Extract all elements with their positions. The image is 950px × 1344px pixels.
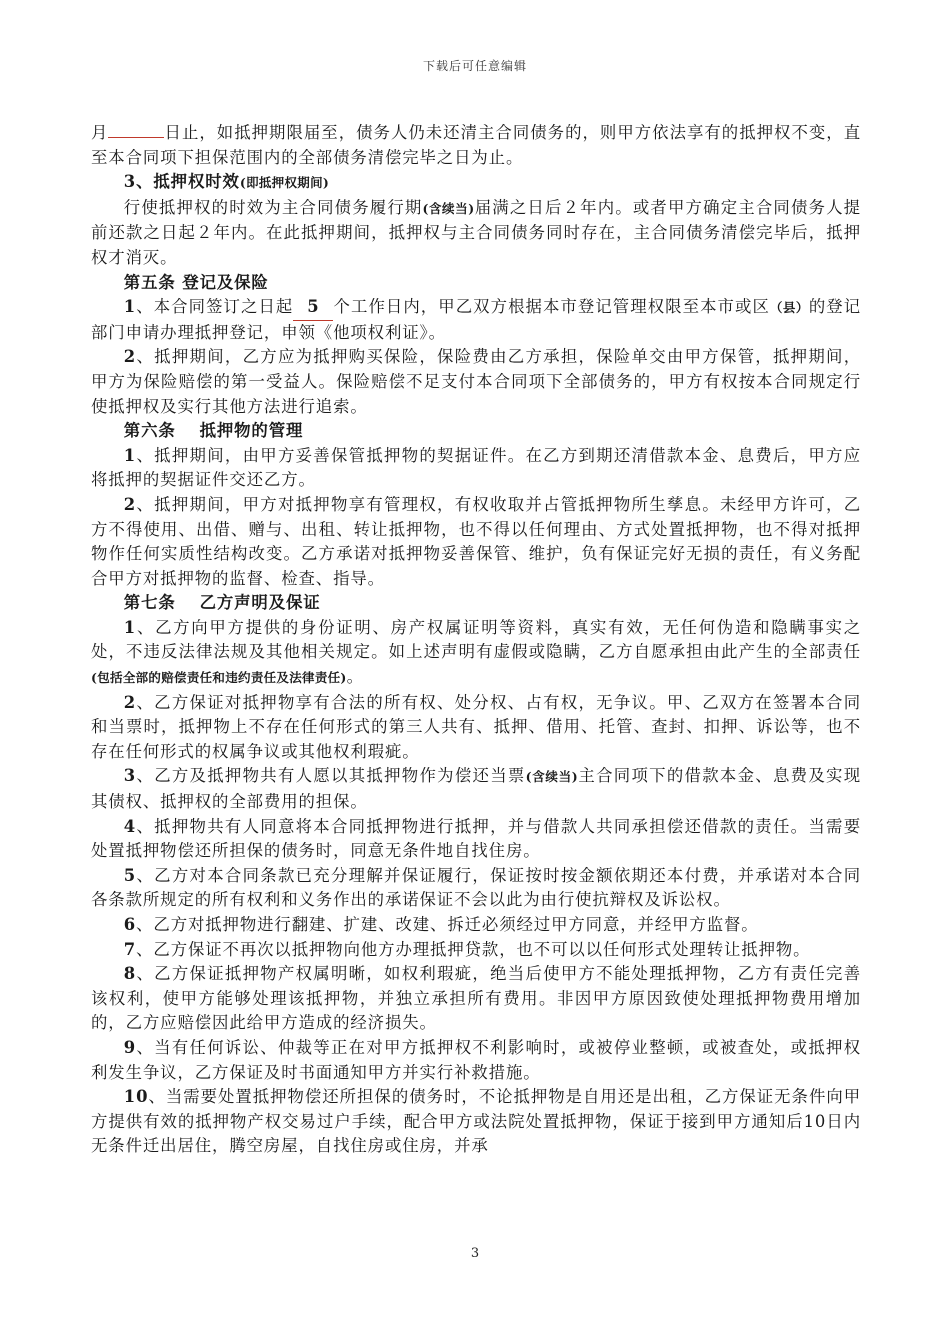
article-7-clause-5: 5、乙方对本合同条款已充分理解并保证履行，保证按时按金额依期还本付费，并承诺对本合同各条款所规定的所有权利和义务作出的承诺保证不会以此为由行使抗辩权及诉讼权。 [91, 865, 861, 910]
paragraph-mortgage-term-end: 月 日止，如抵押期限届至，债务人仍未还清主合同债务的，则甲方依法享有的抵押权不变，直至本合同项下担保范围内的全部债务清偿完毕之日为止。 [91, 123, 861, 167]
article-7-clause-7: 7、乙方保证不再次以抵押物向他方办理抵押贷款，也不可以以任何形式处理转让抵押物。 [123, 939, 811, 959]
article-5-title: 第五条 登记及保险 [123, 272, 269, 292]
article-6-clause-2: 2、抵押期间，甲方对抵押物享有管理权，有权收取并占管抵押物所生孳息。未经甲方许可，乙方不得使用、出借、赠与、出租、转让抵押物，也不得以任何理由、方式处置抵押物，也不得对抵押物作任何实质性结构改变。乙方承诺对抵押物妥善保管、维护，负有保证完好无损的责任，有义务配合甲方对抵押物的监督、检查、指导。 [91, 494, 861, 588]
article-5-clause-1: 1、本合同签订之日起 5 个工作日内，甲乙双方根据本市登记管理权限至本市或区（县）的登记部门申请办理抵押登记，申领《他项权利证》。 [91, 297, 862, 342]
article-7-clause-10: 10、当需要处置抵押物偿还所担保的债务时，不论抵押物是自用还是出租，乙方保证无条件向甲方提供有效的抵押物产权交易过户手续，配合甲方或法院处置抵押物，保证于接到甲方通知后10日内无条件迁出居住，腾空房屋，自找住房或住房，并承 [91, 1087, 861, 1156]
article-7-title: 第七条 乙方声明及保证 [123, 593, 321, 613]
page-number: 3 [470, 1246, 480, 1261]
document-body [91, 121, 861, 1159]
article-6-clause-1: 1、抵押期间，由甲方妥善保管抵押物的契据证件。在乙方到期还清借款本金、息费后，甲方应将抵押的契据证件交还乙方。 [91, 445, 861, 490]
page-header: 下载后可任意编辑 [422, 59, 527, 73]
blank-day-field [108, 121, 164, 138]
registration-days-value: 5 [293, 295, 333, 321]
heading-mortgage-limitation: 3、抵押权时效(即抵押权期间) [123, 172, 330, 192]
article-6-title: 第六条 抵押物的管理 [123, 421, 304, 441]
article-5-clause-2: 2、抵押期间，乙方应为抵押购买保险，保险费由乙方承担，保险单交由甲方保管，抵押期间，甲方为保险赔偿的第一受益人。保险赔偿不足支付本合同项下全部债务的，甲方有权按本合同规定行使抵押权及实行其他方法进行追索。 [91, 347, 861, 416]
article-7-clause-6: 6、乙方对抵押物进行翻建、扩建、改建、拆迁必须经过甲方同意，并经甲方监督。 [123, 915, 759, 934]
paragraph-limitation-period: 行使抵押权的时效为主合同债务履行期(含续当)届满之日后２年内。或者甲方确定主合同债务人提前还款之日起２年内。在此抵押期间，抵押权与主合同债务同时存在，主合同债务清偿完毕后，抵押权才消灭。 [91, 197, 861, 267]
article-7-clause-8: 8、乙方保证抵押物产权属明晰，如权利瑕疵，绝当后使甲方不能处理抵押物，乙方有责任完善该权利，使甲方能够处理该抵押物，并独立承担所有费用。非因甲方原因致使处理抵押物费用增加的，乙方应赔偿因此给甲方造成的经济损失。 [91, 964, 861, 1033]
article-7-clause-4: 4、抵押物共有人同意将本合同抵押物进行抵押，并与借款人共同承担偿还借款的责任。当需要处置抵押物偿还所担保的债务时，同意无条件地自找住房。 [91, 816, 861, 861]
article-7-clause-2: 2、乙方保证对抵押物享有合法的所有权、处分权、占有权，无争议。甲、乙双方在签署本合同和当票时，抵押物上不存在任何形式的第三人共有、抵押、借用、托管、查封、扣押、诉讼等，也不存在任何形式的权属争议或其他权利瑕疵。 [91, 692, 861, 761]
article-7-clause-9: 9、当有任何诉讼、仲裁等正在对甲方抵押权不利影响时，或被停业整顿，或被查处，或抵押权利发生争议，乙方保证及时书面通知甲方并实行补救措施。 [91, 1037, 861, 1082]
article-7-clause-3: 3、乙方及抵押物共有人愿以其抵押物作为偿还当票(含续当)主合同项下的借款本金、息费及实现其债权、抵押权的全部费用的担保。 [91, 766, 861, 812]
article-7-clause-1: 1、乙方向甲方提供的身份证明、房产权属证明等资料，真实有效，无任何伪造和隐瞒事实之处，不违反法律法规及其他相关规定。如上述声明有虚假或隐瞒，乙方自愿承担由此产生的全部责任(包括全部的赔偿责任和违约责任及法律责任)。 [91, 617, 861, 687]
